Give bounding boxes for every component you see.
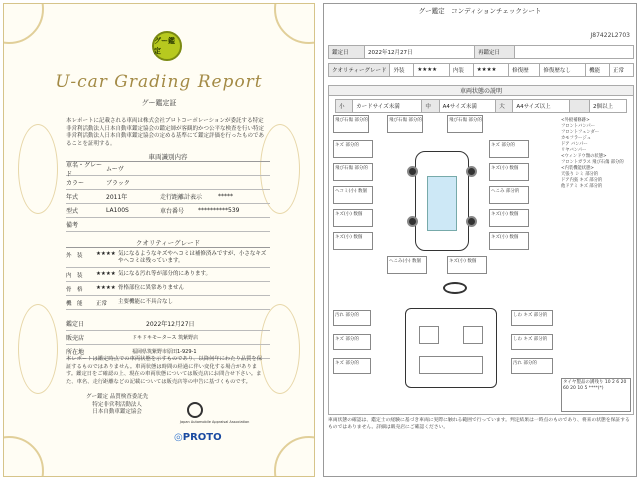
date-table bbox=[328, 45, 634, 59]
stars: ★★★★ bbox=[96, 285, 116, 291]
date-row bbox=[66, 317, 270, 331]
note-line: <内装機能状態> bbox=[561, 166, 594, 171]
grading-report-certificate bbox=[3, 3, 315, 477]
damage-box bbox=[489, 140, 529, 158]
stars: ★★★★ bbox=[96, 251, 116, 257]
damage-label: 飛び石傷 部分的 bbox=[335, 118, 368, 123]
vehicle-condition-panel bbox=[328, 85, 634, 415]
damage-label: キズ(小) 数個 bbox=[335, 212, 363, 217]
note-line: フロントフェンダー bbox=[561, 130, 600, 135]
proto-logo: ◎PROTO bbox=[174, 432, 222, 443]
goo-kantei-logo: グー鑑定 bbox=[152, 31, 182, 61]
vehicle-color-row bbox=[66, 176, 270, 190]
value: ドキドキモータース 筑紫野店 bbox=[132, 335, 199, 341]
value bbox=[515, 46, 634, 59]
label: 備考 bbox=[66, 222, 79, 229]
label: 走行距離計表示 bbox=[160, 194, 203, 201]
car-glass bbox=[427, 176, 457, 231]
label: 内 装 bbox=[66, 273, 83, 279]
value: 修復歴なし bbox=[540, 64, 586, 77]
label: 内装 bbox=[449, 64, 473, 77]
quality-row-frame bbox=[66, 282, 270, 296]
quality-row-function bbox=[66, 296, 270, 310]
interior-box bbox=[511, 334, 553, 350]
label: 修復歴 bbox=[509, 64, 540, 77]
damage-label: 汚れ 部分的 bbox=[335, 313, 359, 318]
quality-row-exterior bbox=[66, 248, 270, 268]
label: 外装 bbox=[390, 64, 414, 77]
interior-box bbox=[511, 358, 553, 374]
proto-label: PROTO bbox=[182, 432, 222, 443]
damage-box bbox=[387, 115, 423, 133]
value: ★★★★ bbox=[473, 64, 508, 77]
label: 鑑定日 bbox=[329, 46, 365, 59]
damage-label: キズ 部分的 bbox=[335, 361, 359, 366]
legend-cell bbox=[569, 100, 589, 113]
damage-box bbox=[333, 140, 373, 158]
damage-box bbox=[333, 232, 373, 250]
damage-label: しわ キズ 部分的 bbox=[513, 313, 548, 318]
damage-box bbox=[489, 232, 529, 250]
label: 年式 bbox=[66, 194, 79, 201]
notes-list bbox=[561, 118, 633, 190]
label: 鑑定日 bbox=[66, 321, 85, 328]
damage-label: キズ 部分的 bbox=[335, 337, 359, 342]
description: 気になる汚れ等が部分的にあります。 bbox=[118, 271, 212, 277]
label: 機 能 bbox=[66, 301, 83, 307]
bottom-disclaimer: 車両状態の確認は、鑑定士の経験に基づき車両に実際に触れる範囲で行っています。判定結果は一時点のものであり、将来の状態を保証するものではありません。詳細は販売店にご確認ください。 bbox=[328, 418, 630, 430]
damage-label: キズ(小) 数個 bbox=[335, 235, 363, 240]
tire-icon bbox=[407, 166, 418, 177]
note-line: ドア内張 キズ 部分的 bbox=[561, 178, 603, 183]
sign-line: 日本自動車鑑定協会 bbox=[92, 409, 142, 415]
label: 再鑑定日 bbox=[475, 46, 515, 59]
ornament bbox=[274, 436, 315, 477]
steering-wheel-icon bbox=[443, 282, 467, 294]
ornament bbox=[274, 3, 315, 44]
damage-label: キズ(小) 数個 bbox=[491, 212, 519, 217]
ornament bbox=[3, 3, 44, 44]
tire-icon bbox=[466, 216, 477, 227]
value: **********539 bbox=[198, 207, 240, 214]
condition-check-sheet bbox=[323, 3, 637, 477]
tire-note-text: タイヤ製品の溝残り 10 2 6 20 60 20 10 5 ****(*) bbox=[563, 380, 627, 391]
damage-label: 飛び石傷 部分的 bbox=[449, 118, 482, 123]
label: クオリティーグレード bbox=[329, 64, 390, 77]
note-line: カモフラージュ bbox=[561, 136, 591, 141]
vehicle-year-row bbox=[66, 190, 270, 204]
note-line: フロントバンパー bbox=[561, 124, 595, 129]
value: ***** bbox=[218, 193, 233, 200]
damage-label: 汚れ 部分的 bbox=[513, 361, 537, 366]
value: ★★★★ bbox=[414, 64, 449, 77]
quality-row-interior bbox=[66, 268, 270, 282]
stars: ★★★★ bbox=[96, 271, 116, 277]
tire-icon bbox=[407, 216, 418, 227]
jaaa-caption: Japan Automobile Appraisal Association bbox=[180, 420, 250, 424]
damage-label: ヘコミ(小) 数個 bbox=[335, 189, 367, 194]
label: 機能 bbox=[586, 64, 610, 77]
description: 主要機能に不具合なし bbox=[118, 299, 174, 305]
description: 気になるようなキズやヘコミは補修済みですが、小さなキズやヘコミは残っています。 bbox=[118, 251, 267, 264]
damage-box bbox=[489, 209, 529, 227]
damage-box bbox=[387, 256, 427, 274]
interior-box bbox=[333, 334, 371, 350]
vehicle-model-row bbox=[66, 204, 270, 218]
label: 骨 格 bbox=[66, 287, 83, 293]
vehicle-name-row bbox=[66, 162, 270, 176]
damage-label: 飛び石傷 部分的 bbox=[389, 118, 422, 123]
stars: 正常 bbox=[96, 301, 108, 307]
label: 車台番号 bbox=[160, 208, 185, 215]
ornament bbox=[3, 436, 44, 477]
description: 骨格部位に異常ありません bbox=[118, 285, 185, 291]
damage-label: しわ キズ 部分的 bbox=[513, 337, 548, 342]
damage-label: キズ 部分的 bbox=[491, 143, 515, 148]
note-line: <外板補修跡> bbox=[561, 118, 590, 123]
value: 正常 bbox=[610, 64, 634, 77]
legend-cell: 中 bbox=[422, 100, 439, 113]
sign-line: グー鑑定 品質検査委託先 bbox=[86, 394, 149, 400]
report-title: U-car Grading Report bbox=[55, 72, 263, 92]
damage-box bbox=[489, 163, 529, 181]
label: 外 装 bbox=[66, 253, 83, 259]
damage-box bbox=[447, 256, 487, 274]
damage-label: へこみ 部分的 bbox=[491, 189, 520, 194]
vehicle-section-title: 車両識別内容 bbox=[66, 152, 270, 162]
quality-section-title: クオリティーグレード bbox=[66, 238, 270, 248]
damage-label: キズ(小) 数個 bbox=[491, 235, 519, 240]
damage-size-legend bbox=[335, 99, 627, 113]
ornament bbox=[18, 304, 58, 394]
damage-label: キズ 部分的 bbox=[335, 143, 359, 148]
value: 2022年12月27日 bbox=[365, 46, 475, 59]
value: 福岡県筑紫野市原田1-929-1 bbox=[132, 349, 197, 355]
note-line: ドア バンパー bbox=[561, 142, 588, 147]
legend-cell: 小 bbox=[336, 100, 353, 113]
quality-table bbox=[328, 63, 634, 77]
footer-disclaimer: 本レポートは鑑定時点での車両状態を示すものであり、以降何年にわたり品質を保証するものではありません。車両状態は時間の経過に伴い変化する場合があります。鑑定日をご確認の上、現在の車両状態については販売店にお問合せ下さい。また、車名、走行距離などの記載については販売店等の申告に基づくものです。 bbox=[66, 356, 262, 385]
label: カラー bbox=[66, 180, 85, 187]
damage-box bbox=[333, 186, 373, 204]
damage-box bbox=[333, 115, 369, 133]
value: ムーヴ bbox=[106, 166, 124, 173]
tire-icon bbox=[466, 166, 477, 177]
interior-box bbox=[333, 310, 371, 326]
label: 所在地 bbox=[66, 349, 85, 356]
interior-box bbox=[511, 310, 553, 326]
intro-paragraph: 本レポートに記載される車両は株式会社プロトコーポレーションが委託する特定非営利活動法人日本自動車鑑定協会の鑑定師が客観的かつ公平な検査を行い特定非営利活動法人日本自動車鑑定協会の定める基準にて鑑定評価を行ったものであることを証明する。 bbox=[66, 118, 265, 147]
legend-cell: カードサイズ未満 bbox=[353, 100, 422, 113]
car-interior-view bbox=[405, 308, 497, 388]
damage-label: 飛び石傷 部分的 bbox=[335, 166, 368, 171]
legend-cell: 2個以上 bbox=[589, 100, 626, 113]
damage-box bbox=[333, 163, 373, 181]
value: 2011年 bbox=[106, 194, 128, 201]
rear-seat-icon bbox=[419, 356, 483, 374]
damage-label: キズ(小) 数個 bbox=[491, 166, 519, 171]
note-line: フロントガラス 飛び石傷 部分的 bbox=[561, 160, 624, 165]
sign-line: 特定非営利活動法人 bbox=[92, 401, 142, 408]
panel-title: 車両状態の説明 bbox=[329, 86, 633, 96]
note-line: リヤバンパー bbox=[561, 148, 587, 153]
label: 車名・グレード bbox=[66, 161, 103, 178]
interior-box bbox=[333, 358, 371, 374]
remarks-row bbox=[66, 218, 270, 232]
note-line: <ウィンドウ類の状態> bbox=[561, 154, 607, 159]
note-line: 天張り シミ 部分的 bbox=[561, 172, 599, 177]
value: LA100S bbox=[106, 207, 129, 214]
damage-label: へこみ(小) 数個 bbox=[389, 259, 421, 264]
legend-cell: A4サイズ以上 bbox=[513, 100, 570, 113]
jaaa-logo bbox=[187, 402, 203, 418]
value: 2022年12月27日 bbox=[146, 321, 195, 328]
sheet-header: グー鑑定 コンディションチェックシート bbox=[418, 7, 542, 15]
damage-label: キズ(小) 数個 bbox=[449, 259, 477, 264]
label: 型式 bbox=[66, 208, 79, 215]
issuer-signature bbox=[86, 394, 148, 417]
note-line: 他ドアミ キズ 部分的 bbox=[561, 184, 603, 189]
seat-icon bbox=[419, 326, 439, 344]
tire-tread-note bbox=[561, 378, 631, 412]
label: 販売店 bbox=[66, 335, 85, 342]
report-subtitle: グー鑑定証 bbox=[141, 99, 177, 107]
damage-box bbox=[447, 115, 483, 133]
legend-cell: 大 bbox=[496, 100, 513, 113]
value: ブラック bbox=[106, 180, 130, 187]
damage-box bbox=[333, 209, 373, 227]
damage-box bbox=[489, 186, 529, 204]
document-id: J87422L2703 bbox=[590, 32, 630, 39]
ornament bbox=[18, 124, 58, 214]
legend-cell: A4サイズ未満 bbox=[439, 100, 496, 113]
seat-icon bbox=[463, 326, 483, 344]
shop-row bbox=[66, 331, 270, 345]
